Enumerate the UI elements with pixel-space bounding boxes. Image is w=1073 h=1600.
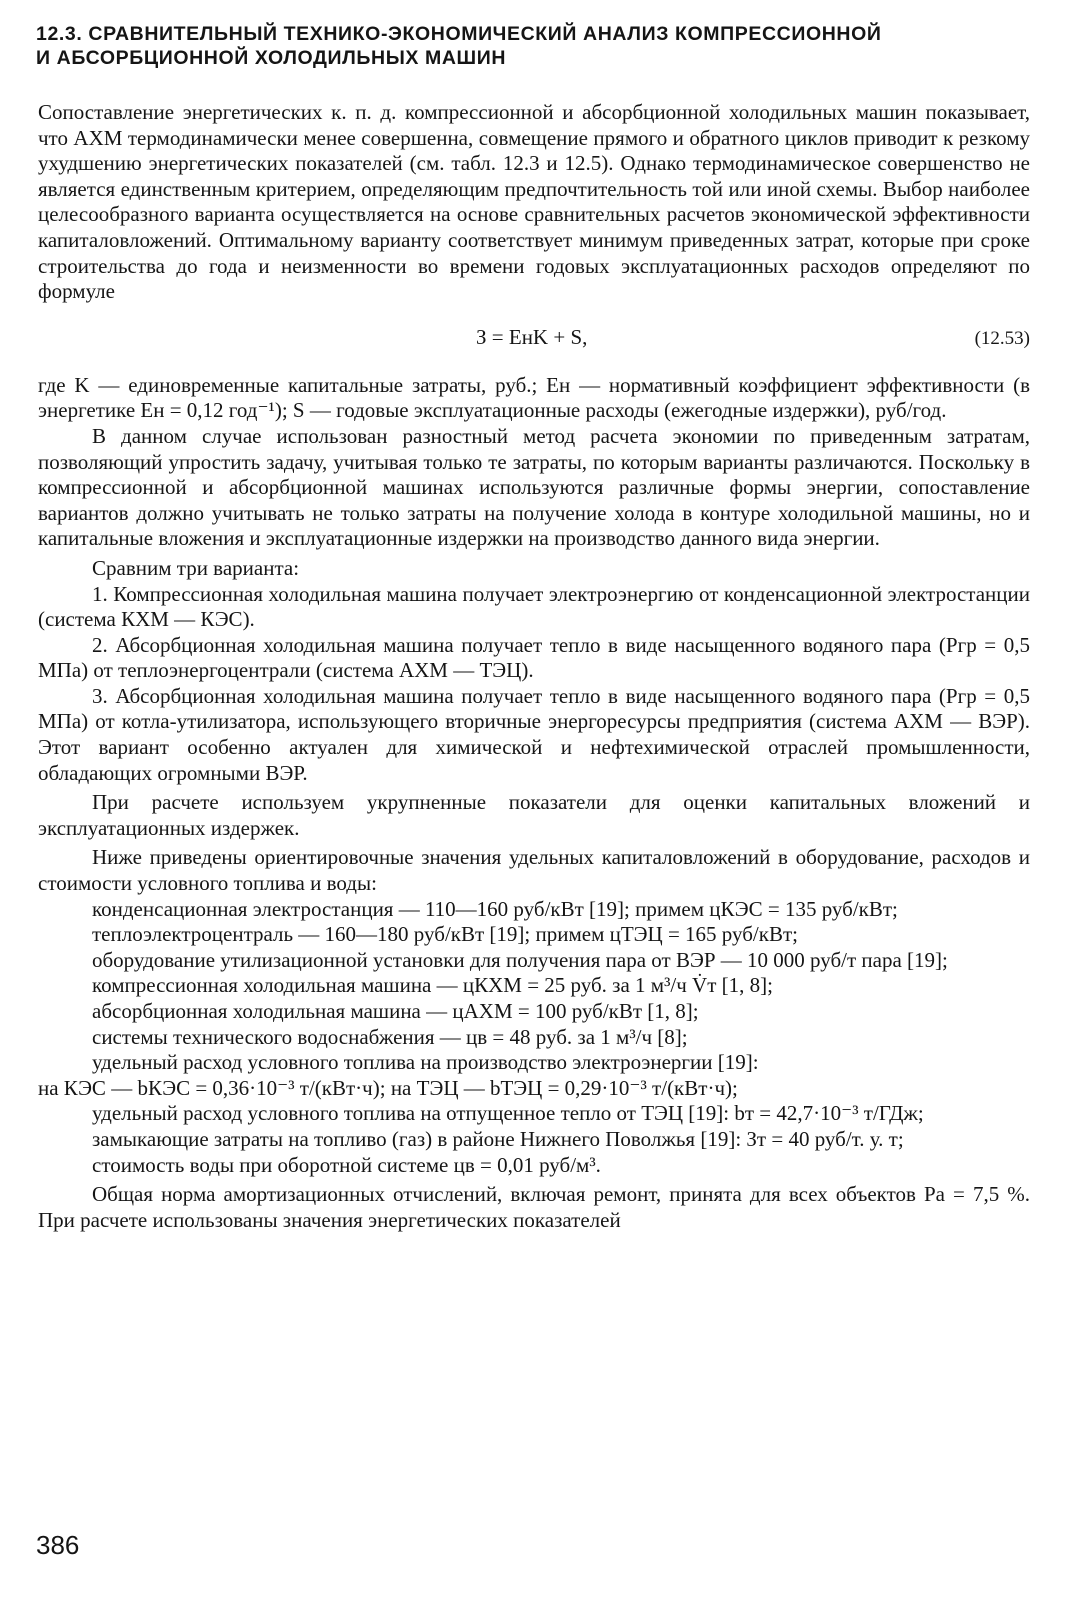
body-text	[38, 100, 1030, 1233]
value-item-tec: теплоэлектроцентраль — 160—180 руб/кВт [19]; примем цТЭЦ = 165 руб/кВт;	[92, 922, 798, 947]
formula-number: (12.53)	[974, 327, 1030, 349]
value-item-kes: конденсационная электростанция — 110—160 руб/кВт [19]; примем цКЭС = 135 руб/кВт;	[92, 896, 898, 921]
section-heading-line-1: 12.3. СРАВНИТЕЛЬНЫЙ ТЕХНИКО-ЭКОНОМИЧЕСКИЙ АНАЛИЗ КОМПРЕССИОННОЙ	[36, 23, 882, 45]
paragraph-intro: Сопоставление энергетических к. п. д. компрессионной и абсорбционной холодильных машин показывает, что АХМ термодинамически менее совершенна, совмещение прямого и обратного циклов приводит к резкому ухудшению энергетических показателей (см. табл. 12.3 и 12.5). Однако термодинамическое совершенство не является единственным критерием, определяющим предпочтительность той или иной схемы. Выбор наиболее целесообразного варианта осуществляется на основе сравнительных расчетов экономической эффективности капиталовложений. Оптимальному варианту соответствует минимум приведенных затрат, которые при сроке строительства до года и неизменности во времени годовых эксплуатационных расходов определяют по формуле	[38, 100, 1030, 304]
section-heading-line-2: И АБСОРБЦИОННОЙ ХОЛОДИЛЬНЫХ МАШИН	[36, 47, 507, 69]
list-item-variant-1: 1. Компрессионная холодильная машина получает электроэнергию от конденсационной электростанции (система КХМ — КЭС).	[38, 581, 1030, 632]
value-item-fuel-electricity: удельный расход условного топлива на производство электроэнергии [19]:	[92, 1050, 759, 1075]
paragraph-method: В данном случае использован разностный метод расчета экономии по приведенным затратам, позволяющий упростить задачу, учитывая только те затраты, по которым варианты различаются. Поскольку в компрессионной и абсорбционной машинах используются различные формы энергии, сопоставление вариантов должно учитывать не только затраты на получение холода в контуре холодильной машины, но и капитальные вложения и эксплуатационные издержки на производство данного вида энергии.	[38, 423, 1030, 551]
formula-expression: З = EнK + S,	[476, 324, 588, 349]
value-item-fuel-kes-tec: на КЭС — bКЭС = 0,36·10⁻³ т/(кВт·ч); на ТЭЦ — bТЭЦ = 0,29·10⁻³ т/(кВт·ч);	[38, 1075, 738, 1100]
paragraph-definitions: где K — единовременные капитальные затраты, руб.; Eн — нормативный коэффициент эффективности (в энергетике Eн = 0,12 год⁻¹); S — годовые эксплуатационные расходы (ежегодные издержки), руб/год.	[38, 372, 1030, 423]
paragraph-amortization: Общая норма амортизационных отчислений, включая ремонт, принята для всех объектов Pа = 7,5 %. При расчете использованы значения энергетических показателей	[38, 1182, 1030, 1232]
list-item-variant-3: 3. Абсорбционная холодильная машина получает тепло в виде насыщенного водяного пара (Pгр = 0,5 МПа) от котла-утилизатора, использующего вторичные энергоресурсы предприятия (система АХМ — ВЭР). Этот вариант особенно актуален для химической и нефтехимической отраслей промышленности, обладающих огромными ВЭР.	[38, 683, 1030, 785]
value-item-ahm: абсорбционная холодильная машина — цАХМ = 100 руб/кВт [1, 8];	[92, 999, 699, 1023]
value-item-water-systems: системы технического водоснабжения — цв = 48 руб. за 1 м³/ч [8];	[92, 1024, 688, 1049]
value-item-ver: оборудование утилизационной установки для получения пара от ВЭР — 10 000 руб/т пара [19];	[92, 947, 948, 972]
value-item-fuel-heat: удельный расход условного топлива на отпущенное тепло от ТЭЦ [19]: bт = 42,7·10⁻³ т/ГДж;	[92, 1101, 924, 1126]
paragraph-indicators: При расчете используем укрупненные показатели для оценки капитальных вложений и эксплуатационных издержек.	[38, 790, 1030, 840]
formula-12-53	[38, 325, 1030, 353]
paragraph-values-intro: Ниже приведены ориентировочные значения удельных капиталовложений в оборудование, расходов и стоимости условного топлива и воды:	[38, 845, 1030, 896]
list-item-variant-2: 2. Абсорбционная холодильная машина получает тепло в виде насыщенного водяного пара (Pгр = 0,5 МПа) от теплоэнергоцентрали (система АХМ — ТЭЦ).	[38, 632, 1030, 683]
value-item-khm: компрессионная холодильная машина — цКХМ = 25 руб. за 1 м³/ч V̇т [1, 8];	[92, 973, 773, 998]
value-item-fuel-cost: замыкающие затраты на топливо (газ) в районе Нижнего Поволжья [19]: Зт = 40 руб/т. у. т;	[92, 1126, 904, 1151]
paragraph-compare: Сравним три варианта:	[92, 555, 300, 580]
page-number: 386	[36, 1530, 80, 1560]
section-heading	[36, 22, 1036, 70]
value-item-water-cost: стоимость воды при оборотной системе цв = 0,01 руб/м³.	[92, 1152, 601, 1177]
